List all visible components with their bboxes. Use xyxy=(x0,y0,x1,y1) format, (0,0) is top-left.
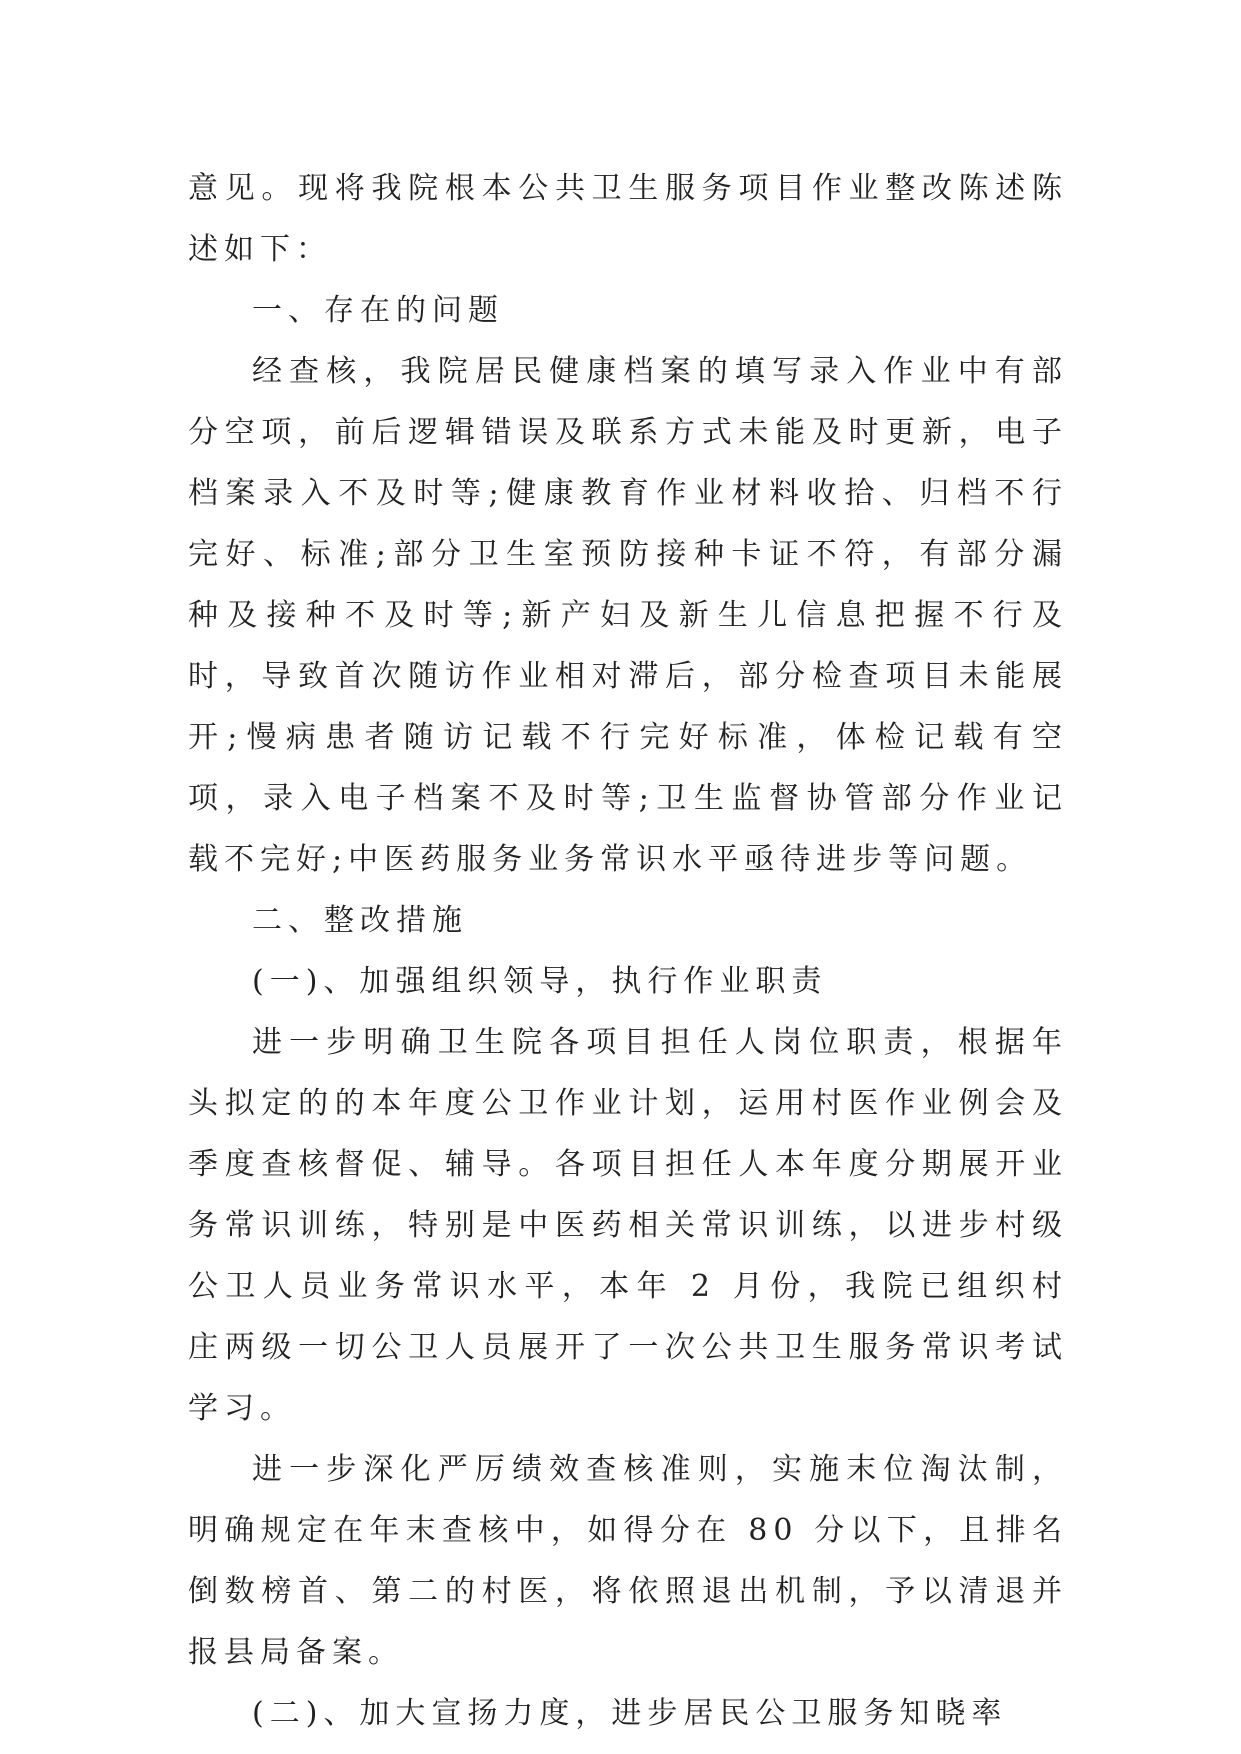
section-heading-problems: 一、存在的问题 xyxy=(252,293,504,328)
paragraph-responsibilities: 进一步明确卫生院各项目担任人岗位职责，根据年头拟定的的本年度公卫作业计划，运用村医作业例会及季度查核督促、辅导。各项目担任人本年度分期展开业务常识训练，特别是中医药相关常识训练，以进步村级公卫人员业务常识水平，本年 2 月份，我院已组织村庄两级一切公卫人员展开了一次公共卫生服务常识考试学习。 xyxy=(188,1025,1068,1426)
paragraph-intro-continuation: 意见。现将我院根本公共卫生服务项目作业整改陈述陈述如下： xyxy=(188,171,1068,267)
paragraph-problems: 经查核，我院居民健康档案的填写录入作业中有部分空项，前后逻辑错误及联系方式未能及时更新，电子档案录入不及时等;健康教育作业材料收拾、归档不行完好、标准;部分卫生室预防接种卡证不符，有部分漏种及接种不及时等;新产妇及新生儿信息把握不行及时，导致首次随访作业相对滞后，部分检查项目未能展开;慢病患者随访记载不行完好标准，体检记载有空项，录入电子档案不及时等;卫生监督协管部分作业记载不完好;中医药服务业务常识水平亟待进步等问题。 xyxy=(188,354,1068,877)
paragraph-assessment: 进一步深化严厉绩效查核准则，实施末位淘汰制，明确规定在年末查核中，如得分在 80 分以下，且排名倒数榜首、第二的村医，将依照退出机制，予以清退并报县局备案。 xyxy=(188,1452,1068,1670)
document-body xyxy=(188,158,1068,1744)
section-heading-measures: 二、整改措施 xyxy=(252,903,468,938)
subsection-heading-organization: (一)、加强组织领导，执行作业职责 xyxy=(252,964,828,999)
subsection-heading-publicity: (二)、加大宣扬力度，进步居民公卫服务知晓率 xyxy=(252,1696,1008,1731)
